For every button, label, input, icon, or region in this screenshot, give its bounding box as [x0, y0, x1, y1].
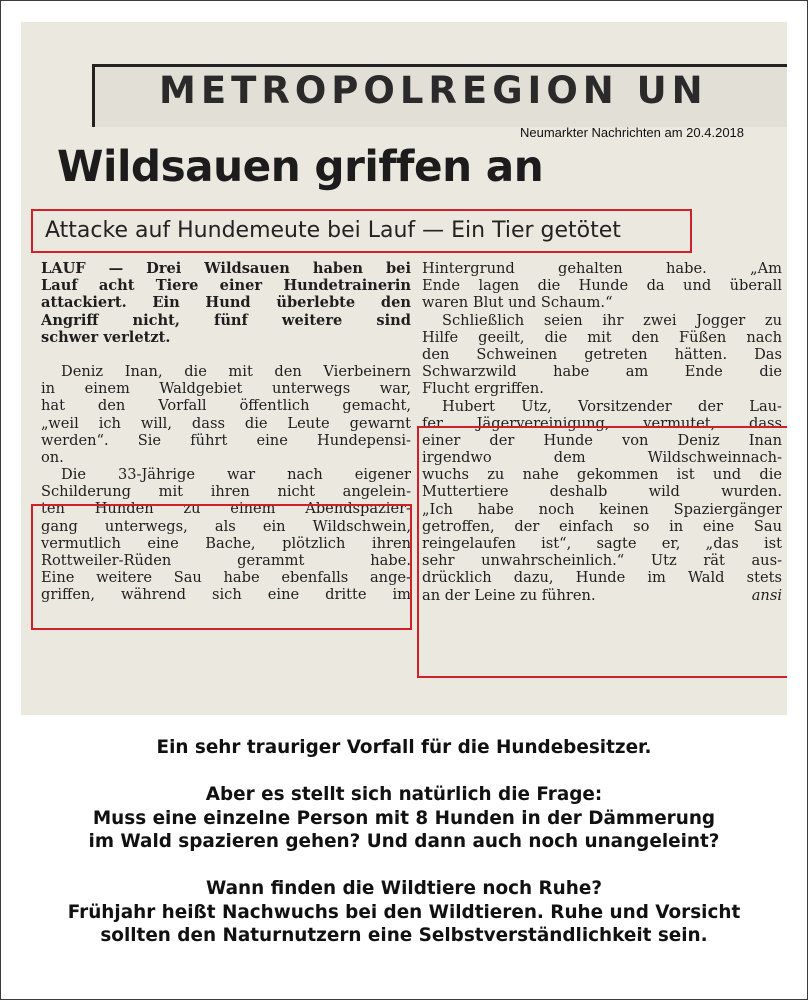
text-line: Lauf acht Tiere einer Hundetrainerin: [41, 277, 411, 295]
text-line: vermutlich eine Bache, plötzlich ihren: [41, 534, 411, 552]
paragraph: [422, 260, 782, 312]
text-line: on.: [41, 448, 64, 466]
text-line: den Schweinen getreten hätten. Das: [422, 345, 782, 363]
comment-line: im Wald spazieren gehen? Und dann auch noch unangeleint?: [88, 831, 720, 852]
comment-line: Wann finden die Wildtiere noch Ruhe?: [205, 878, 602, 899]
text-line: LAUF — Drei Wildsauen haben bei: [41, 260, 411, 277]
paragraph: [422, 312, 782, 398]
text-line: Rottweiler-Rüden gerammt habe.: [41, 552, 411, 569]
text-line: Eine weitere Sau habe ebenfalls ange-: [41, 569, 411, 587]
comment-line: sollten den Naturnutzern eine Selbstverständlichkeit sein.: [100, 925, 708, 946]
comment-block: [0, 736, 808, 948]
section-banner: [92, 64, 787, 127]
text-line: griffen, während sich eine dritte im: [41, 586, 411, 604]
text-line: schwer verletzt.: [41, 328, 171, 346]
text-line-content: an der Leine zu führen.: [422, 586, 596, 604]
comment-line: Ein sehr trauriger Vorfall für die Hundebesitzer.: [156, 737, 652, 758]
text-line: irgendwo dem Wildschweinnach-: [422, 449, 782, 467]
text-line: werden“. Sie führt eine Hundepensi-: [41, 431, 411, 449]
text-line: wuchs zu nahe gekommen ist und die: [422, 466, 782, 484]
text-line: getroffen, der einfach so in eine Sau: [422, 517, 782, 535]
text-line: Schilderung mit ihren nicht angelein-: [41, 483, 411, 501]
paragraph: [41, 363, 411, 466]
text-line: attackiert. Ein Hund überlebte den: [41, 294, 411, 312]
text-line: Flucht ergriffen.: [422, 380, 544, 398]
source-note: Neumarkter Nachrichten am 20.4.2018: [520, 125, 745, 140]
lead-paragraph: [41, 260, 411, 346]
text-line: sehr unwahrscheinlich.“ Utz rät aus-: [422, 552, 782, 570]
text-line: waren Blut und Schaum.“: [422, 294, 613, 312]
newspaper-clipping: [21, 22, 787, 715]
text-line: Die 33-Jährige war nach eigener: [61, 466, 411, 484]
comment-line: Muss eine einzelne Person mit 8 Hunden in der Dämmerung: [92, 807, 716, 829]
article-headline: Wildsauen griffen an: [57, 142, 544, 192]
text-line: Hubert Utz, Vorsitzender der Lau-: [442, 397, 782, 415]
text-line: Schließlich seien ihr zwei Jogger zu: [442, 311, 782, 329]
section-banner-text: METROPOLREGION UN: [159, 69, 708, 112]
text-line: „Ich habe noch keinen Spaziergänger: [422, 500, 782, 518]
text-line: drücklich dazu, Hunde im Wald stets: [422, 569, 782, 587]
author-signature: ansi: [751, 586, 782, 604]
text-line: hat den Vorfall öffentlich gemacht,: [41, 397, 411, 415]
text-line: ten Hunden zu einem Abendspazier-: [41, 500, 411, 518]
text-line: fer Jägervereinigung, vermutet, dass: [422, 414, 782, 432]
highlight-box-right: [417, 426, 787, 678]
text-line: reingelaufen ist“, sagte er, „das ist: [422, 535, 782, 552]
text-line: in einem Waldgebiet unterwegs war,: [41, 380, 411, 398]
text-line: einer der Hunde von Deniz Inan: [422, 431, 782, 449]
comment-line: Aber es stellt sich natürlich die Frage:: [205, 784, 603, 805]
text-line: Schwarzwild habe am Ende die: [422, 363, 782, 381]
text-line: Muttertiere deshalb wild wurden.: [422, 483, 782, 501]
highlight-box-left: [31, 504, 412, 630]
text-line: Hintergrund gehalten habe. „Am: [422, 260, 782, 277]
text-line: gang unterwegs, als ein Wildschwein,: [41, 517, 411, 535]
text-line: Hilfe geeilt, die mit den Füßen nach: [422, 328, 782, 346]
text-line: Ende lagen die Hunde da und überall: [422, 277, 782, 295]
comment-line: Frühjahr heißt Nachwuchs bei den Wildtieren. Ruhe und Vorsicht: [67, 901, 741, 923]
text-line: Angriff nicht, fünf weitere sind: [41, 311, 411, 329]
text-line: „weil ich will, dass die Leute gewarnt: [41, 414, 411, 432]
article-subheadline: Attacke auf Hundemeute bei Lauf — Ein Tier getötet: [45, 218, 621, 243]
text-line: Deniz Inan, die mit den Vierbeinern: [61, 362, 411, 380]
